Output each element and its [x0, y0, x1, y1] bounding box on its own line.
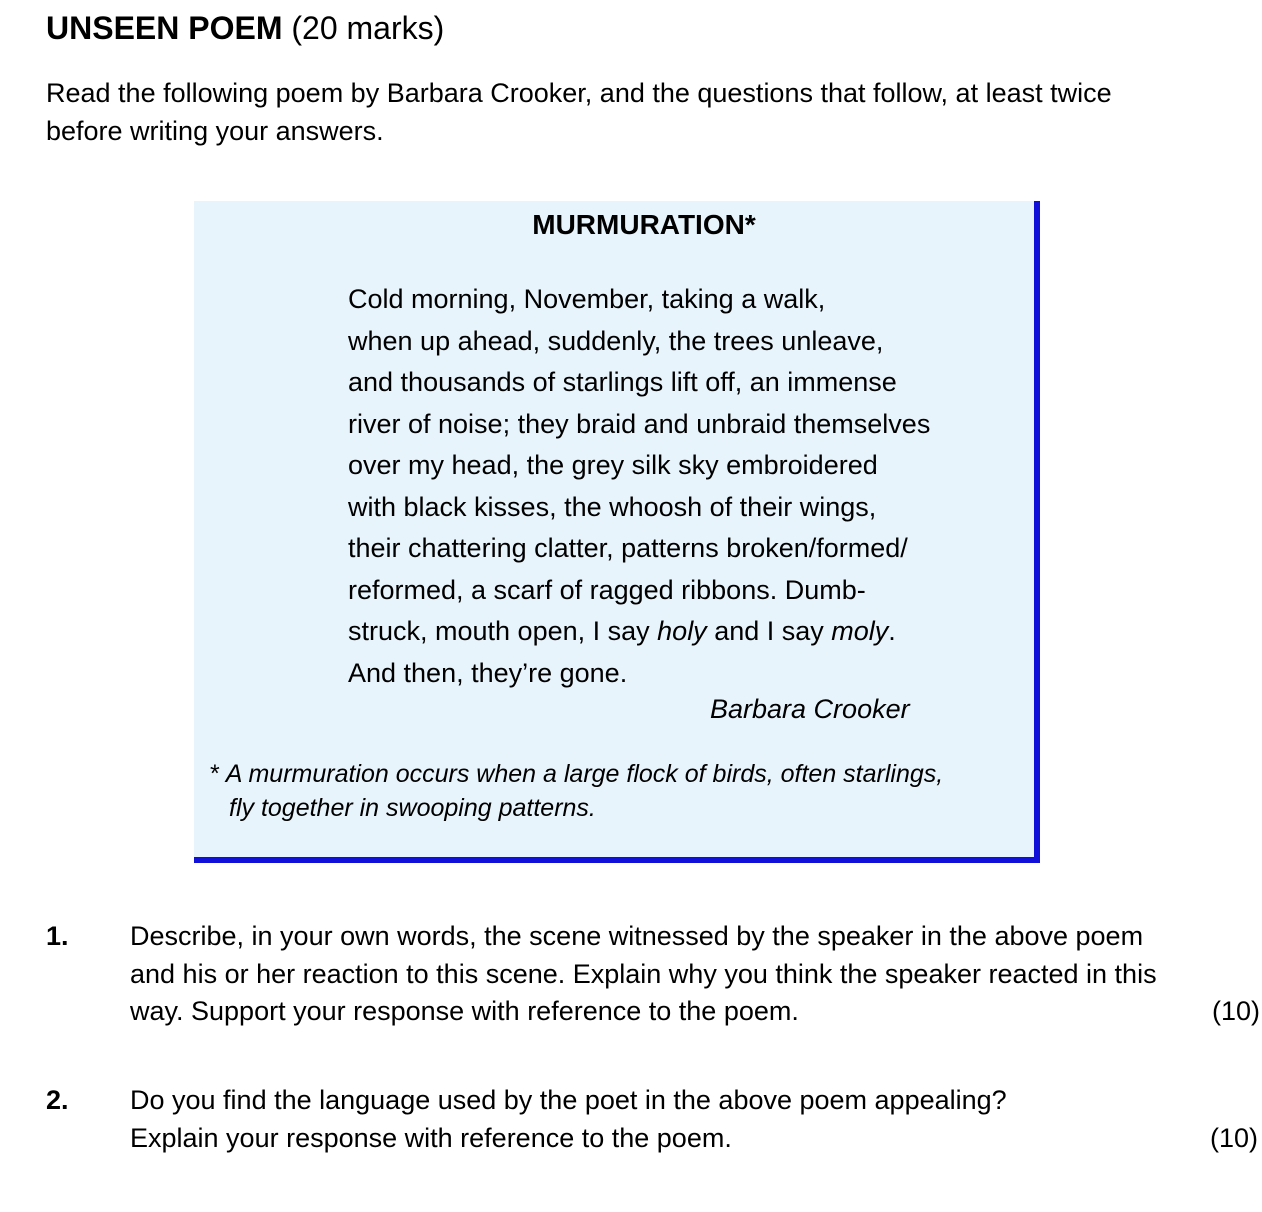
question-number: 1. — [46, 921, 69, 951]
question-line: Describe, in your own words, the scene witnessed by the speaker in the above poem — [130, 921, 1144, 951]
poem-line: and thousands of starlings lift off, an immense — [348, 367, 897, 397]
question-line: and his or her reaction to this scene. Explain why you think the speaker reacted in this — [130, 958, 1157, 989]
question-number: 2. — [46, 1085, 69, 1115]
page-heading — [46, 8, 444, 48]
poem-body — [348, 279, 930, 694]
poem-line: over my head, the grey silk sky embroidered — [348, 450, 878, 480]
poem-line: reformed, a scarf of ragged ribbons. Dumb- — [348, 574, 866, 605]
poem-text: . — [888, 616, 896, 646]
question-marks: (10) — [1212, 996, 1261, 1026]
question-marks: (10) — [1210, 1122, 1259, 1153]
heading-title: UNSEEN POEM — [46, 10, 283, 46]
poem-line: their chattering clatter, patterns broken/formed/ — [348, 533, 908, 563]
question-line: Do you find the language used by the poet in the above poem appealing? — [130, 1085, 1007, 1115]
question-text — [130, 1082, 1259, 1157]
poem-line: when up ahead, suddenly, the trees unleave, — [348, 325, 884, 356]
poem-line: Cold morning, November, taking a walk, — [348, 284, 826, 314]
poem-italic-word: holy — [657, 616, 707, 646]
poem-footnote — [210, 757, 943, 825]
question-line-text: Explain your response with reference to the poem. — [130, 1122, 732, 1153]
question-line-text: way. Support your response with reference to the poem. — [130, 996, 799, 1026]
poem-line: with black kisses, the whoosh of their wings, — [348, 491, 877, 522]
poem-text: struck, mouth open, I say — [348, 616, 658, 646]
footnote-line: fly together in swooping patterns. — [229, 794, 596, 822]
poem-text: and I say — [706, 616, 832, 646]
footnote-line: A murmuration occurs when a large flock of birds, often starlings, — [225, 760, 944, 788]
poem-line: And then, they’re gone. — [348, 657, 628, 688]
poem-line: river of noise; they braid and unbraid themselves — [348, 408, 931, 439]
poem-line — [348, 611, 930, 653]
question-line — [130, 993, 1261, 1031]
heading-marks: (20 marks) — [291, 10, 445, 46]
question-text — [130, 918, 1261, 1031]
poem-box — [194, 201, 1040, 863]
poem-title: MURMURATION* — [532, 209, 756, 240]
footnote-marker: * — [210, 760, 220, 788]
question-line — [130, 1120, 1259, 1158]
intro-instructions: Read the following poem by Barbara Crooker, and the questions that follow, at least twice before writing your answers. — [46, 78, 1112, 146]
poem-italic-word: moly — [831, 616, 889, 646]
poem-author: Barbara Crooker — [710, 694, 910, 724]
